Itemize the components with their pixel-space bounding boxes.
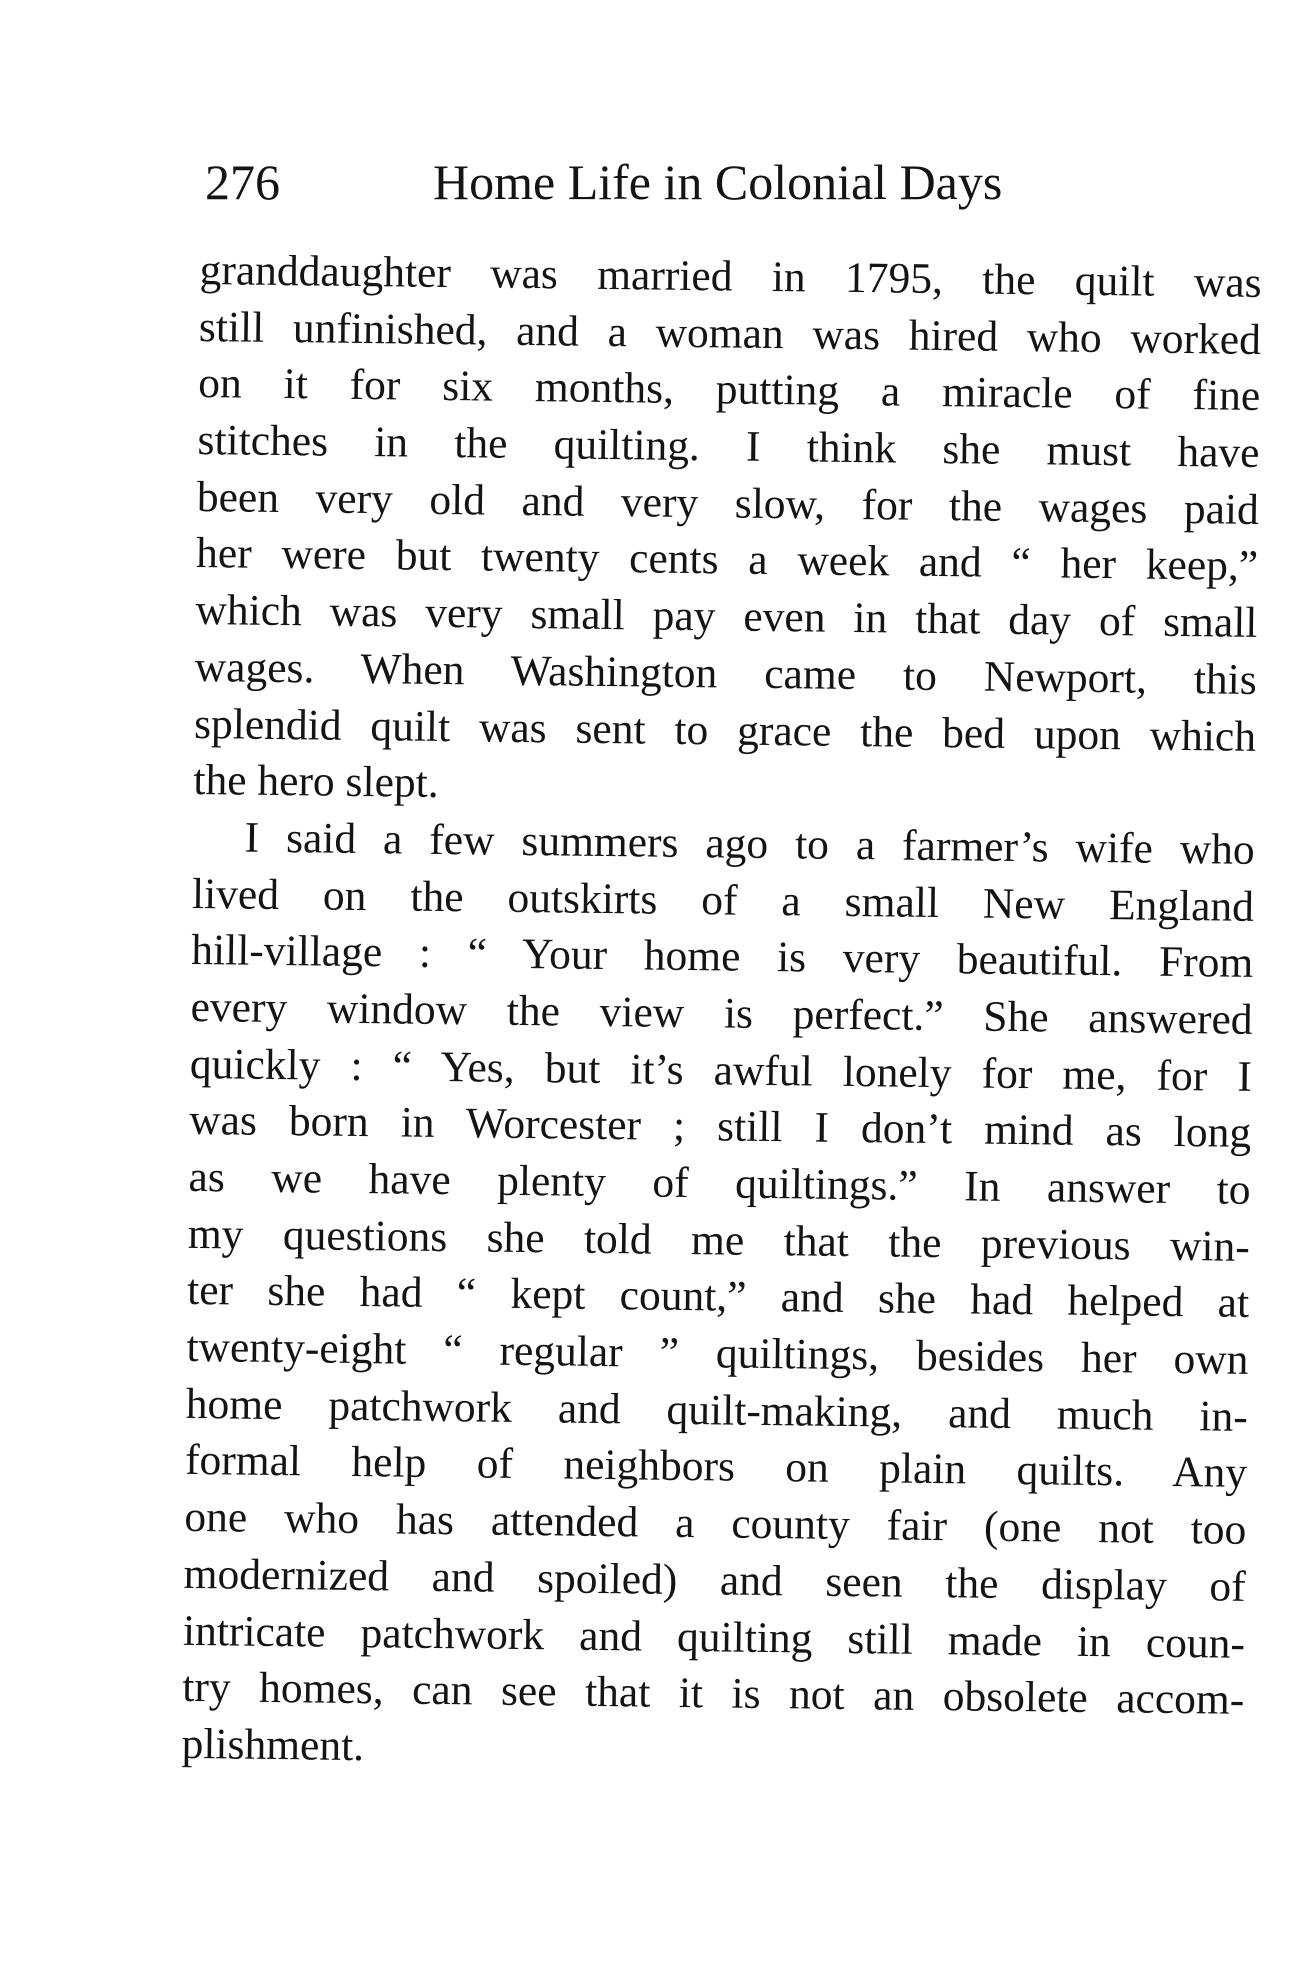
text-line: try homes, can see that it is not an obsolete accom- bbox=[182, 1663, 1245, 1725]
running-title: Home Life in Colonial Days bbox=[433, 154, 1003, 210]
text-line: on it for six months, putting a miracle of fine bbox=[197, 359, 1261, 421]
text-line: intricate patchwork and quilting still made in coun- bbox=[182, 1606, 1246, 1668]
running-head bbox=[205, 152, 1105, 212]
page-number: 276 bbox=[205, 154, 280, 210]
text-line: which was very small pay even in that day of small bbox=[195, 586, 1258, 648]
text-line: my questions she told me that the previous win- bbox=[187, 1209, 1251, 1271]
text-line: plishment. bbox=[181, 1719, 365, 1770]
text-line: the hero slept. bbox=[193, 756, 439, 808]
text-line: was born in Worcester ; still I don’t mind as long bbox=[188, 1096, 1252, 1158]
text-line: modernized and spoiled) and seen the display of bbox=[183, 1549, 1246, 1611]
text-line: I said a few summers ago to a farmer’s wife who bbox=[244, 813, 1255, 874]
text-line: been very old and very slow, for the wages paid bbox=[196, 472, 1260, 534]
text-line: quickly : “ Yes, but it’s awful lonely for me, for I bbox=[189, 1039, 1253, 1101]
text-line: stitches in the quilting. I think she must have bbox=[197, 416, 1260, 478]
text-line: lived on the outskirts of a small New England bbox=[191, 869, 1255, 931]
text-line: every window the view is perfect.” She answered bbox=[190, 982, 1253, 1044]
text-line: splendid quilt was sent to grace the bed upon which bbox=[193, 699, 1257, 761]
text-line: ter she had “ kept count,” and she had helped at bbox=[186, 1266, 1250, 1328]
text-line: still unfinished, and a woman was hired who worked bbox=[198, 302, 1262, 364]
text-line: her were but twenty cents a week and “ her keep,” bbox=[195, 529, 1259, 591]
text-line: twenty-eight “ regular ” quiltings, besides her own bbox=[186, 1322, 1249, 1384]
text-line: granddaughter was married in 1795, the quilt was bbox=[199, 245, 1262, 307]
text-line: one who has attended a county fair (one not too bbox=[184, 1493, 1247, 1555]
body-text bbox=[181, 242, 1262, 1785]
text-line: wages. When Washington came to Newport, this bbox=[194, 642, 1258, 704]
text-line: as we have plenty of quiltings.” In answer to bbox=[188, 1152, 1251, 1214]
paragraph bbox=[193, 242, 1262, 822]
text-line: hill-village : “ Your home is very beautiful. From bbox=[191, 926, 1254, 988]
paragraph bbox=[181, 809, 1255, 1786]
text-line: formal help of neighbors on plain quilts. Any bbox=[184, 1436, 1248, 1498]
text-line: home patchwork and quilt-making, and much in- bbox=[185, 1379, 1249, 1441]
